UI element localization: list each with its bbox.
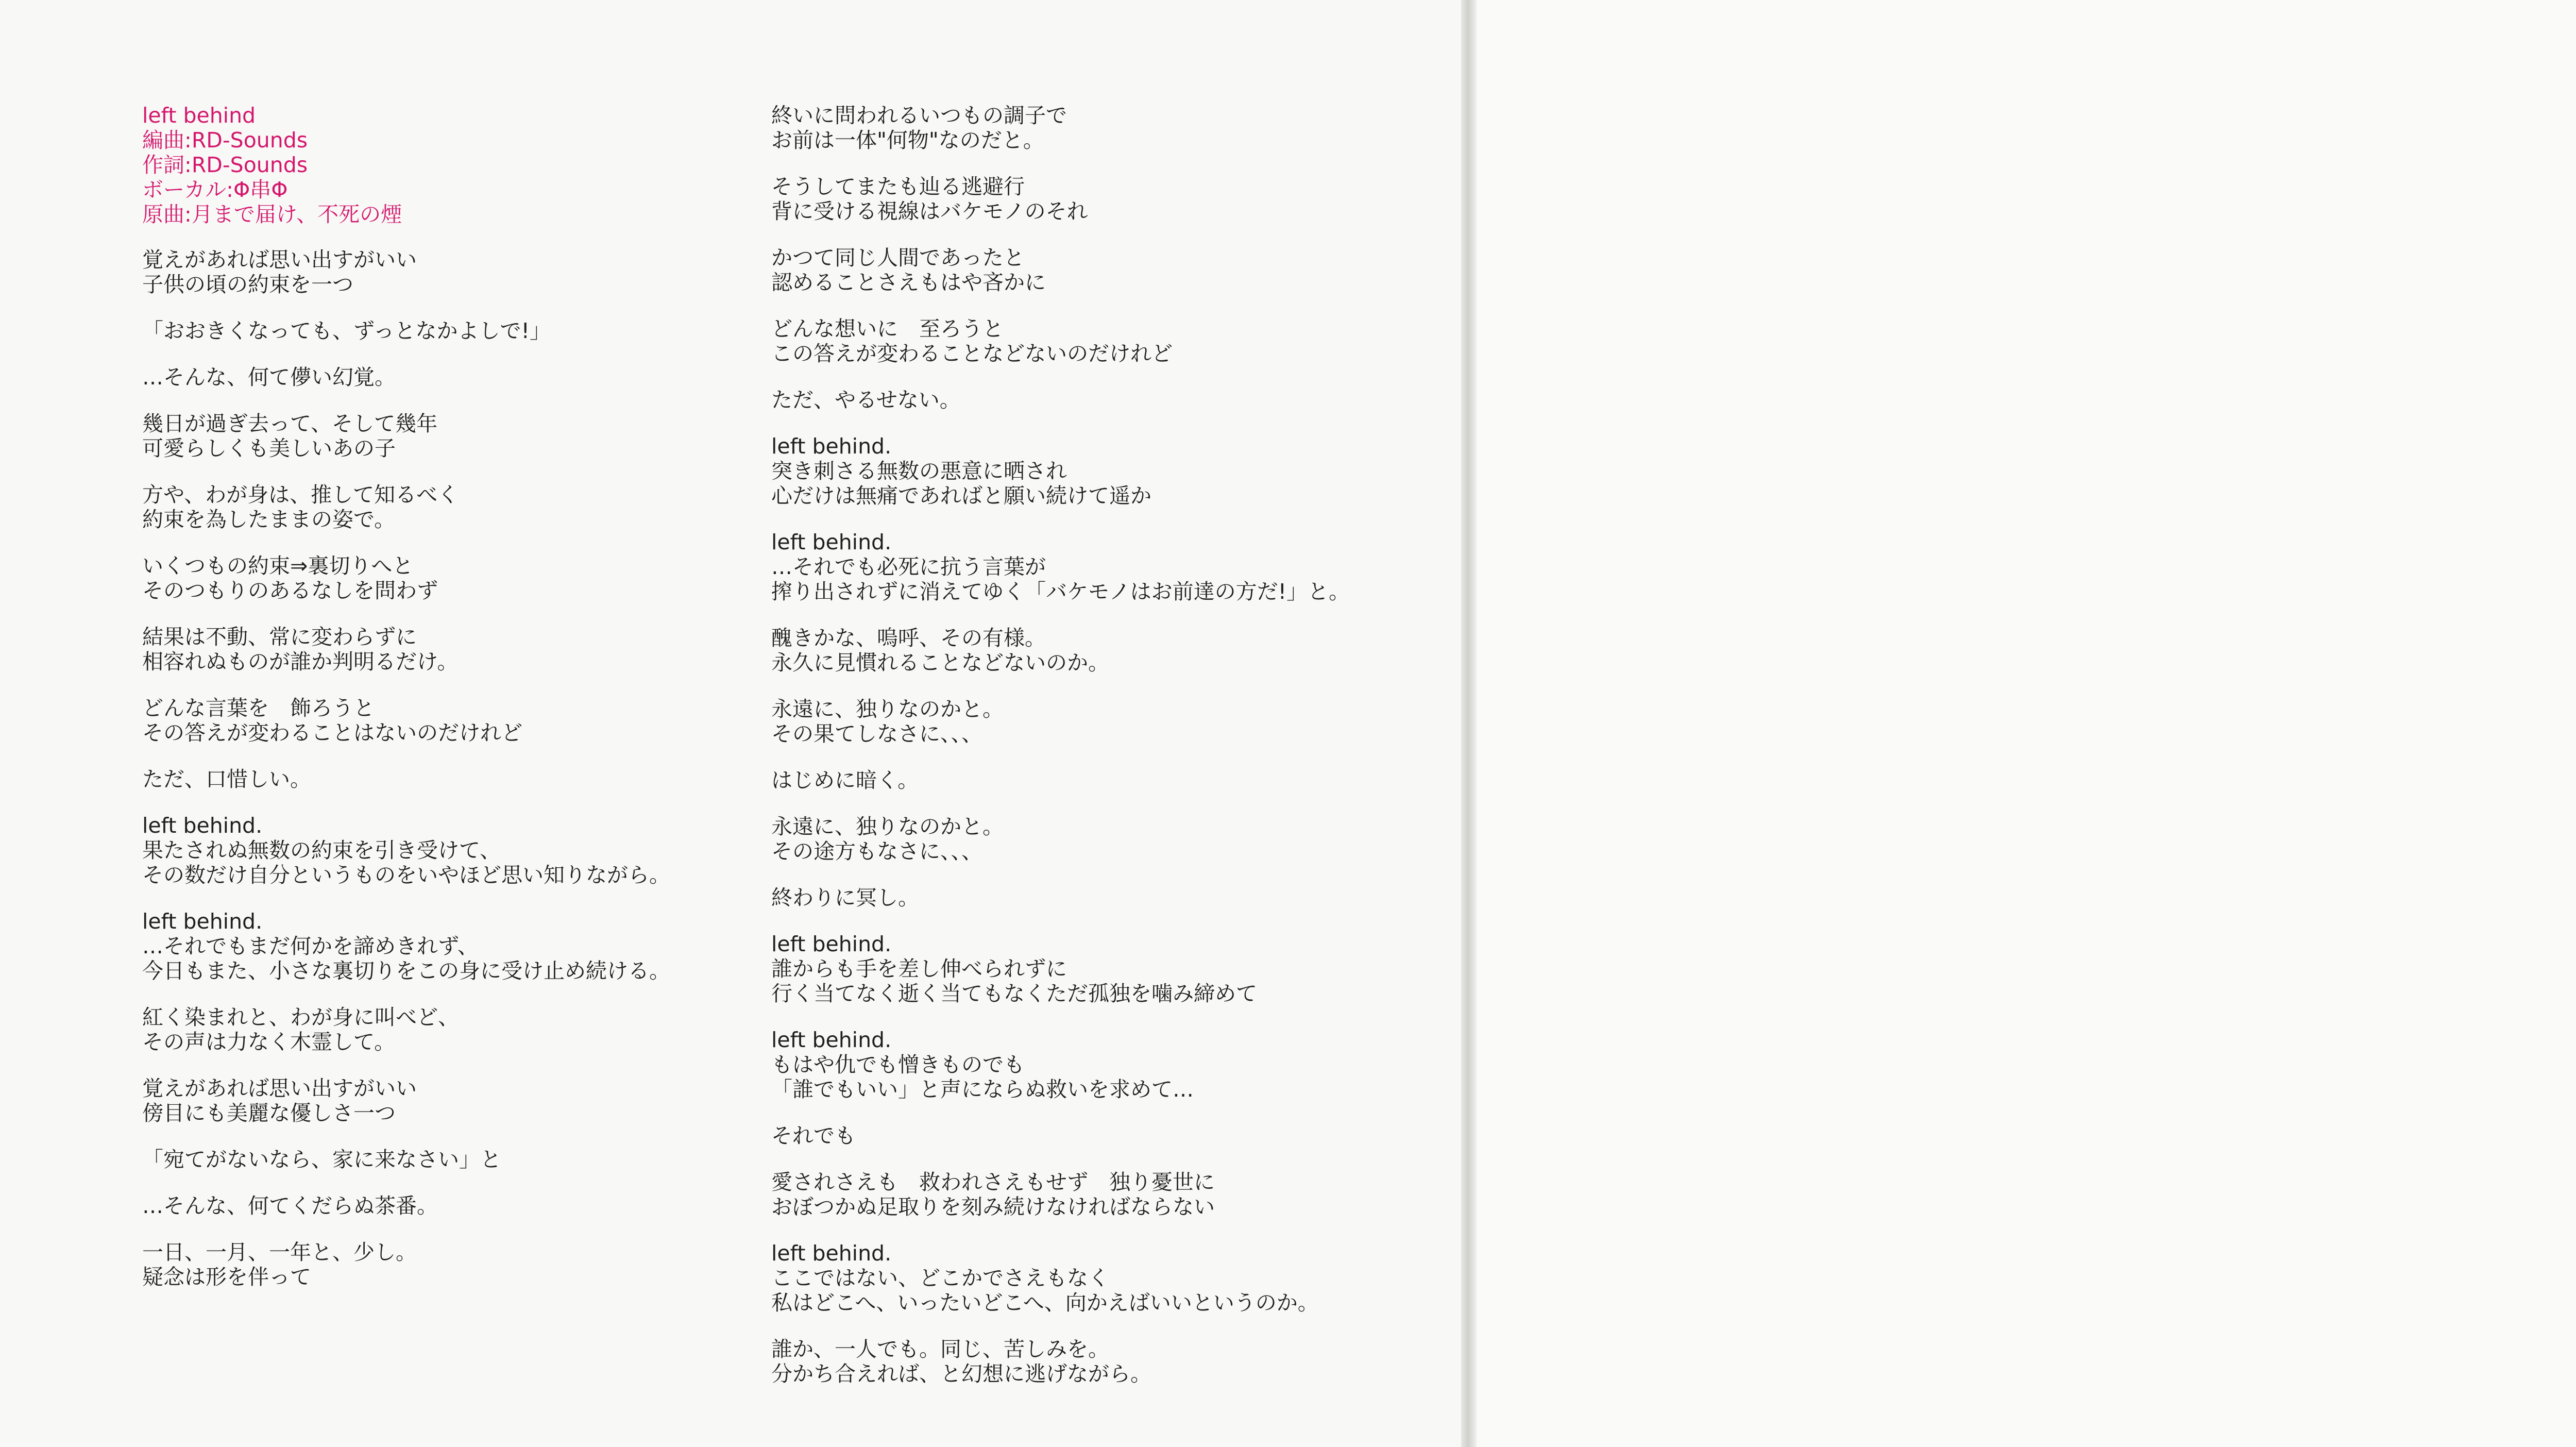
lyric-stanza [142, 1193, 786, 1218]
lyric-line: ただ、口惜しい。 [142, 767, 311, 792]
credit-line: 作詞:RD-Sounds [142, 153, 308, 177]
lyric-line: 幾日が過ぎ去って、そして幾年 [142, 411, 438, 436]
lyric-stanza [142, 482, 786, 532]
lyric-line: 一日、一月、一年と、少し。 [142, 1240, 417, 1265]
lyric-line: …それでも必死に抗う言葉が [771, 554, 1046, 579]
lyric-stanza [142, 813, 786, 887]
lyrics-column-left-behind-part2 [771, 103, 1415, 1408]
lyric-line: 私はどこへ、いったいどこへ、向かえばいいというのか。 [771, 1290, 1319, 1315]
lyric-stanza [771, 174, 1415, 224]
lyric-stanza [771, 1123, 1415, 1148]
lyrics-stanzas [142, 247, 786, 1289]
lyric-line: 紅く染まれと、わが身に叫べど、 [142, 1005, 459, 1030]
lyric-line: どんな想いに 至ろうと [771, 316, 1004, 341]
lyric-line: …それでもまだ何かを諦めきれず、 [142, 934, 479, 958]
lyric-stanza [771, 814, 1415, 864]
lyric-stanza [771, 1337, 1415, 1386]
lyric-stanza [142, 625, 786, 674]
lyric-stanza [142, 365, 786, 390]
lyric-stanza [771, 388, 1415, 412]
lyric-stanza [142, 411, 786, 461]
booklet-spine-gutter [1461, 0, 1477, 1447]
lyric-line: …そんな、何てくだらぬ茶番。 [142, 1193, 438, 1218]
lyric-stanza [771, 697, 1415, 746]
lyric-line: 結果は不動、常に変わらずに [142, 625, 417, 649]
lyric-line: 今日もまた、小さな裏切りをこの身に受け止め続ける。 [142, 958, 670, 983]
lyric-line: left behind. [771, 1241, 892, 1266]
lyric-line: そうしてまたも辿る逃避行 [771, 174, 1025, 199]
lyric-stanza [771, 316, 1415, 366]
lyric-line: 覚えがあれば思い出すがいい [142, 1076, 417, 1101]
lyric-line: 誰からも手を差し伸べられずに [771, 956, 1067, 981]
lyric-line: left behind. [771, 530, 892, 554]
lyric-line: それでも [771, 1123, 856, 1148]
lyric-line: 「宛てがないなら、家に来なさい」と [142, 1147, 501, 1172]
lyric-line: 愛されさえも 救われさえもせず 独り憂世に [771, 1170, 1215, 1194]
lyric-line: お前は一体"何物"なのだと。 [771, 128, 1044, 153]
lyric-line: 永遠に、独りなのかと。 [771, 697, 1004, 721]
lyric-stanza [771, 245, 1415, 295]
lyric-line: その声は力なく木霊して。 [142, 1030, 396, 1054]
lyric-line: 認めることさえもはや吝かに [771, 270, 1046, 295]
lyric-line: 分かち合えれば、と幻想に逃げながら。 [771, 1361, 1151, 1386]
credit-line: ボーカル:Φ串Φ [142, 177, 288, 202]
lyric-line: ただ、やるせない。 [771, 388, 961, 412]
lyric-line: そのつもりのあるなしを問わず [142, 578, 438, 603]
lyric-line: left behind. [771, 434, 892, 459]
lyric-line: はじめに暗く。 [771, 768, 919, 793]
lyric-line: おぼつかぬ足取りを刻み続けなければならない [771, 1194, 1215, 1219]
lyric-line: その果てしなさに、、、 [771, 721, 982, 746]
lyric-stanza [142, 553, 786, 603]
lyric-stanza [771, 434, 1415, 508]
lyric-stanza [771, 768, 1415, 793]
lyric-stanza [142, 1240, 786, 1289]
lyric-line: 子供の頃の約束を一つ [142, 272, 353, 297]
lyric-line: もはや仇でも憎きものでも [771, 1052, 1025, 1077]
lyric-stanza [142, 1076, 786, 1125]
lyric-stanza [771, 932, 1415, 1006]
lyric-stanza [142, 318, 786, 343]
lyric-line: かつて同じ人間であったと [771, 245, 1025, 270]
lyric-line: 永久に見慣れることなどないのか。 [771, 650, 1109, 675]
lyric-line: 疑念は形を伴って [142, 1265, 311, 1289]
lyric-line: 約束を為したままの姿で。 [142, 507, 396, 532]
lyric-stanza [142, 767, 786, 792]
lyric-line: 可愛らしくも美しいあの子 [142, 436, 396, 461]
lyric-stanza [142, 696, 786, 745]
lyric-stanza [142, 909, 786, 983]
lyric-stanza [142, 1005, 786, 1054]
lyric-line: 突き刺さる無数の悪意に晒され [771, 459, 1067, 483]
lyric-stanza [771, 1241, 1415, 1315]
lyric-stanza [142, 247, 786, 297]
lyric-line: left behind. [142, 813, 263, 838]
lyric-line: left behind. [142, 909, 263, 934]
lyrics-column-left-behind-part1 [142, 103, 786, 1311]
lyric-line: どんな言葉を 飾ろうと [142, 696, 375, 720]
lyrics-stanzas [771, 103, 1415, 1386]
lyric-line: 搾り出されずに消えてゆく「バケモノはお前達の方だ!」と。 [771, 579, 1350, 604]
lyric-line: 果たされぬ無数の約束を引き受けて、 [142, 838, 501, 863]
lyric-line: いくつもの約束⇒裏切りへと [142, 553, 414, 578]
lyric-line: 覚えがあれば思い出すがいい [142, 247, 417, 272]
credit-line: 原曲:月まで届け、不死の煙 [142, 202, 402, 227]
lyric-line: 背に受ける視線はバケモノのそれ [771, 199, 1088, 224]
lyric-line: 傍目にも美麗な優しさ一つ [142, 1101, 396, 1125]
lyric-line: 誰か、一人でも。同じ、苦しみを。 [771, 1337, 1109, 1361]
lyric-line: 「誰でもいい」と声にならぬ救いを求めて… [771, 1077, 1194, 1102]
lyric-stanza [771, 103, 1415, 153]
lyric-line: …そんな、何て儚い幻覚。 [142, 365, 396, 390]
song-credits-left-behind [142, 103, 786, 227]
lyric-stanza [142, 1147, 786, 1172]
lyric-line: left behind. [771, 1028, 892, 1052]
lyric-line: 永遠に、独りなのかと。 [771, 814, 1004, 839]
lyric-line: left behind. [771, 932, 892, 956]
lyric-line: その数だけ自分というものをいやほど思い知りながら。 [142, 863, 670, 887]
lyric-line: 「おおきくなっても、ずっとなかよしで!」 [142, 318, 551, 343]
lyric-stanza [771, 1170, 1415, 1219]
lyric-line: 行く当てなく逝く当てもなくただ孤独を噛み締めて [771, 981, 1257, 1006]
lyric-line: 醜きかな、嗚呼、その有様。 [771, 626, 1046, 650]
lyric-line: その途方もなさに、、、 [771, 839, 982, 864]
lyric-line: 方や、わが身は、推して知るべく [142, 482, 459, 507]
lyric-stanza [771, 1028, 1415, 1102]
lyric-stanza [771, 530, 1415, 604]
credit-line: 編曲:RD-Sounds [142, 128, 308, 153]
lyric-line: この答えが変わることなどないのだけれど [771, 341, 1173, 366]
lyric-line: 心だけは無痛であればと願い続けて遥か [771, 483, 1151, 508]
lyric-line: 相容れぬものが誰か判明るだけ。 [142, 649, 459, 674]
song-title: left behind [142, 103, 256, 128]
lyric-line: ここではない、どこかでさえもなく [771, 1266, 1109, 1290]
right-booklet-page [1477, 0, 2576, 1447]
lyric-stanza [771, 626, 1415, 675]
lyric-line: 終いに問われるいつもの調子で [771, 103, 1067, 128]
lyric-line: 終わりに冥し。 [771, 885, 919, 910]
lyric-stanza [771, 885, 1415, 910]
lyric-line: その答えが変わることはないのだけれど [142, 720, 522, 745]
